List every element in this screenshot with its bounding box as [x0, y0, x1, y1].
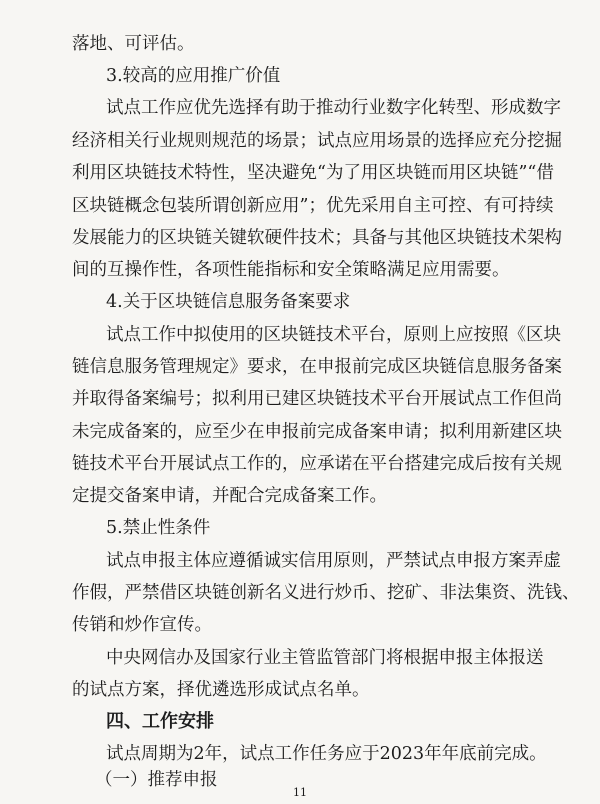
text-line: 发展能力的区块链关键软硬件技术；具备与其他区块链技术架构 — [72, 228, 562, 248]
chapter-heading: 四、工作安排 — [106, 711, 214, 732]
section-heading-5: 5.禁止性条件 — [106, 518, 211, 538]
text-line: 作假，严禁借区块链创新名义进行炒币、挖矿、非法集资、洗钱、 — [72, 583, 580, 603]
text-line: 未完成备案的，应至少在申报前完成备案申请；拟利用新建区块 — [72, 422, 562, 442]
text-line: 定提交备案申请，并配合完成备案工作。 — [72, 486, 387, 506]
text-line: 的试点方案，择优遴选形成试点名单。 — [72, 680, 370, 700]
text-line: 试点周期为2年，试点工作任务应于2023年年底前完成。 — [106, 744, 547, 764]
section-heading-3: 3.较高的应用推广价值 — [106, 66, 281, 86]
text-line: 中央网信办及国家行业主管监管部门将根据申报主体报送 — [106, 648, 544, 668]
page-number: 11 — [293, 786, 307, 799]
text-line: 传销和炒作宣传。 — [72, 615, 212, 635]
text-line: 经济相关行业规则规范的场景；试点应用场景的选择应充分挖掘 — [72, 131, 562, 151]
text-line: 链技术平台开展试点工作的，应承诺在平台搭建完成后按有关规 — [72, 454, 562, 474]
text-line: 链信息服务管理规定》要求，在申报前完成区块链信息服务备案 — [72, 357, 562, 377]
text-line: 试点工作中拟使用的区块链技术平台，原则上应按照《区块 — [106, 325, 561, 345]
text-line: 并取得备案编号；拟利用已建区块链技术平台开展试点工作但尚 — [72, 389, 562, 409]
text-line: 区块链概念包装所谓创新应用”；优先采用自主可控、有可持续 — [72, 196, 554, 216]
text-line: 试点工作应优先选择有助于推动行业数字化转型、形成数字 — [106, 98, 561, 118]
text-line: 间的互操作性，各项性能指标和安全策略满足应用需要。 — [72, 260, 510, 280]
subsection-heading: （一）推荐申报 — [95, 770, 218, 790]
text-line: 利用区块链技术特性，坚决避免“为了用区块链而用区块链”“借 — [72, 163, 554, 183]
section-heading-4: 4.关于区块链信息服务备案要求 — [106, 292, 351, 312]
text-line: 试点申报主体应遵循诚实信用原则，严禁试点申报方案弄虚 — [106, 551, 561, 571]
text-line: 落地、可评估。 — [72, 34, 195, 54]
